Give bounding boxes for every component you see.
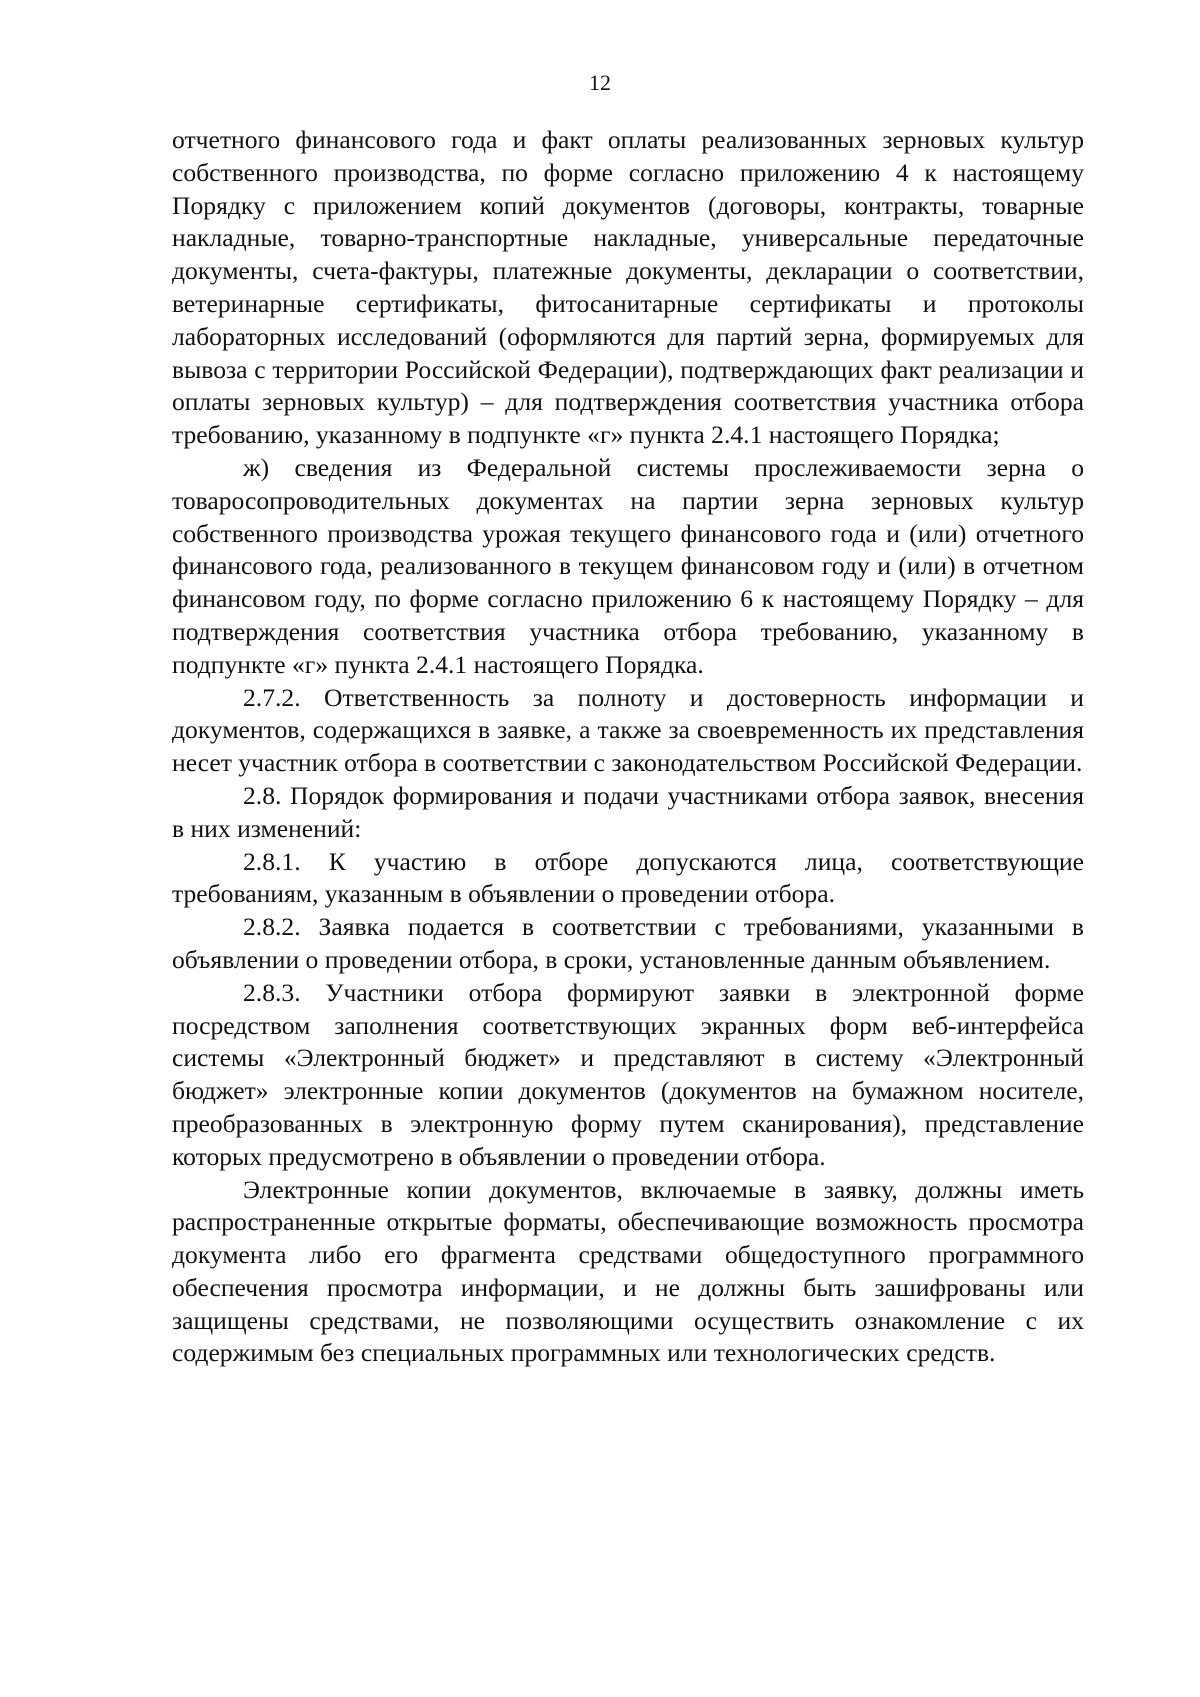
paragraph-electronic-copies: Электронные копии документов, включаемые в заявку, должны иметь распространенные открытые форматы, обеспечивающие возможность просмотра документа либо его фрагмента средствами общедоступного программного обеспечения просмотра информации, и не должны быть зашифрованы или защищены средствами, не позволяющими осуществить ознакомление с их содержимым без специальных программных или технологических средств. [172, 1174, 1084, 1368]
page-number: 12 [589, 70, 611, 95]
paragraph-2-8-1: 2.8.1. К участию в отборе допускаются лица, соответствующие требованиям, указанным в объявлении о проведении отбора. [172, 846, 1084, 909]
paragraph-2-8: 2.8. Порядок формирования и подачи участниками отбора заявок, внесения в них изменений: [172, 780, 1084, 843]
paragraph-continuation: отчетного финансового года и факт оплаты реализованных зерновых культур собственного производства, по форме согласно приложению 4 к настоящему Порядку с приложением копий документов (договоры, контракты, товарные накладные, товарно-транспортные накладные, универсальные передаточные документы, счета-фактуры, платежные документы, декларации о соответствии, ветеринарные сертификаты, фитосанитарные сертификаты и протоколы лабораторных исследований (оформляются для партий зерна, формируемых для вывоза с территории Российской Федерации), подтверждающих факт реализации и оплаты зерновых культур) – для подтверждения соответствия участника отбора требованию, указанному в подпункте «г» пункта 2.4.1 настоящего Порядка; [172, 125, 1084, 450]
document-body [172, 124, 1084, 1370]
paragraph-2-7-2: 2.7.2. Ответственность за полноту и достоверность информации и документов, содержащихся в заявке, а также за своевременность их представления несет участник отбора в соответствии с законодательством Российской Федерации. [172, 682, 1084, 778]
paragraph-2-8-2: 2.8.2. Заявка подается в соответствии с требованиями, указанными в объявлении о проведении отбора, в сроки, установленные данным объявлением. [172, 912, 1084, 974]
paragraph-2-8-3: 2.8.3. Участники отбора формируют заявки в электронной форме посредством заполнения соответствующих экранных форм веб-интерфейса системы «Электронный бюджет» и представляют в систему «Электронный бюджет» электронные копии документов (документов на бумажном носителе, преобразованных в электронную форму путем сканирования), представление которых предусмотрено в объявлении о проведении отбора. [172, 977, 1084, 1171]
paragraph-item-zh: ж) сведения из Федеральной системы прослеживаемости зерна о товаросопроводительных документах на партии зерна зерновых культур собственного производства урожая текущего финансового года и (или) отчетного финансового года, реализованного в текущем финансовом году и (или) в отчетном финансовом году, по форме согласно приложению 6 к настоящему Порядку – для подтверждения соответствия участника отбора требованию, указанному в подпункте «г» пункта 2.4.1 настоящего Порядка. [172, 452, 1084, 679]
